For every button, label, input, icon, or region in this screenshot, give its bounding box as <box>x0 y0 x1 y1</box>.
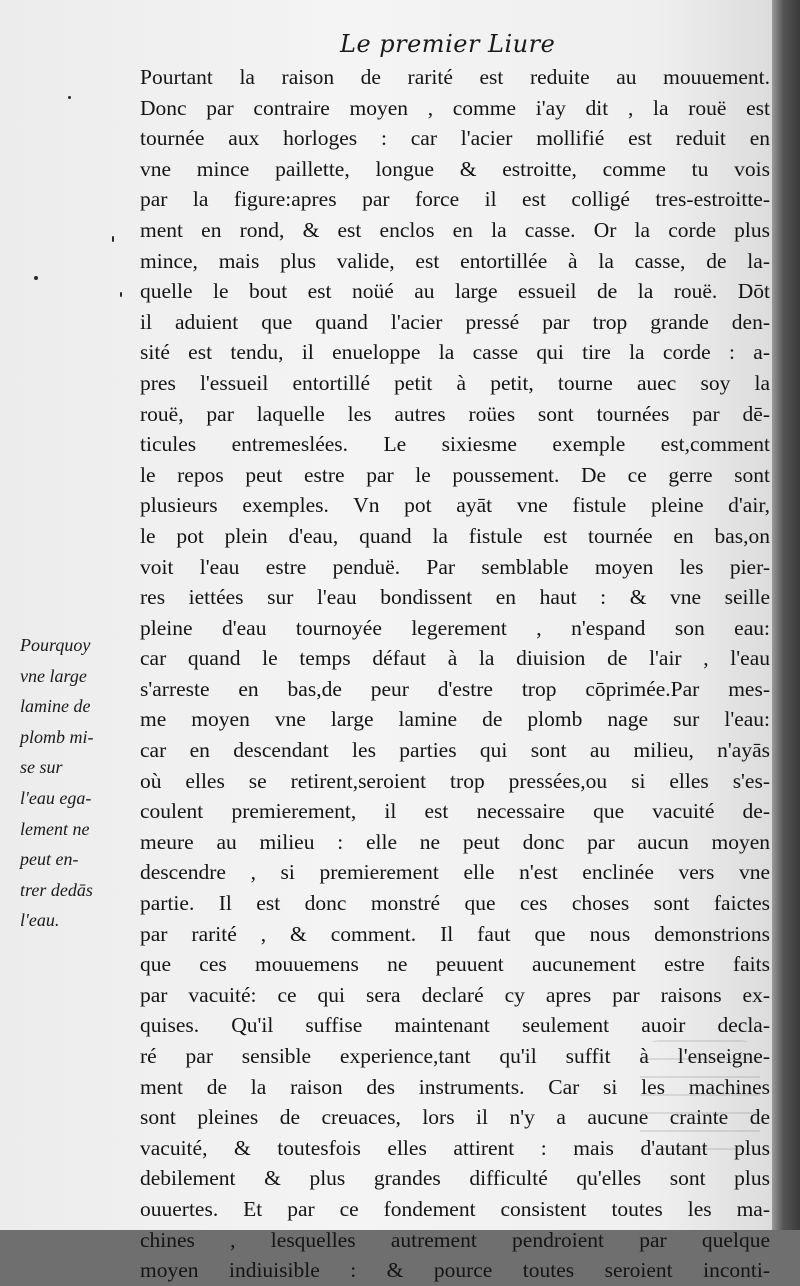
text-line: vacuité, & toutesfois elles attirent : mais d'autant plus <box>140 1135 770 1160</box>
margin-note-line: peut en- <box>20 849 79 870</box>
text-line: descendre , si premierement elle n'est enclinée vers vne <box>140 860 770 885</box>
text-line: par la figure:apres par force il est colligé tres-estroitte- <box>140 187 770 212</box>
text-line: le repos peut estre par le poussement. De ce gerre sont <box>140 462 770 487</box>
text-line: sont pleines de creuaces, lors il n'y a aucune crainte de <box>140 1105 770 1130</box>
show-through-bleed <box>640 1040 760 1150</box>
text-line: que ces mouuemens ne peuuent aucunement estre faits <box>140 952 770 977</box>
text-line: pleine d'eau tournoyée legerement , n'espand son eau: <box>140 615 770 640</box>
text-line: chines , lesquelles autrement pendroient par quelque <box>140 1227 770 1252</box>
text-line: s'arreste en bas,de peur d'estre trop cōprimée.Par mes- <box>140 676 770 701</box>
margin-note-line: se sur <box>20 757 63 778</box>
margin-note <box>20 630 138 936</box>
text-line: vne mince paillette, longue & estroitte, comme tu vois <box>140 156 770 181</box>
text-line: il aduient que quand l'acier pressé par trop grande den- <box>140 309 770 334</box>
text-line: plusieurs exemples. Vn pot ayāt vne fistule pleine d'air, <box>140 493 770 518</box>
text-line: où elles se retirent,seroient trop pressées,ou si elles s'es- <box>140 768 770 793</box>
margin-note-line: l'eau ega- <box>20 787 92 808</box>
margin-note-line: lamine de <box>20 696 91 717</box>
text-line: quelle le bout est noüé au large essueil de la rouë. Dōt <box>140 279 770 304</box>
text-line: voit l'eau estre penduë. Par semblable moyen les pier- <box>140 554 770 579</box>
text-line: tournée aux horloges : car l'acier mollifié est reduit en <box>140 126 770 151</box>
margin-note-line: l'eau. <box>20 910 60 931</box>
text-line: car en descendant les parties qui sont au milieu, n'ayās <box>140 738 770 763</box>
binding-edge <box>772 0 800 1230</box>
paper-speck <box>112 236 114 242</box>
text-line: par vacuité: ce qui sera declaré cy apres par raisons ex- <box>140 982 770 1007</box>
margin-note-line: trer dedās <box>20 879 93 900</box>
paper-speck <box>68 96 71 99</box>
text-line: ré par sensible experience,tant qu'il suffit à l'enseigne- <box>140 1044 770 1068</box>
text-line: sité est tendu, il enueloppe la casse qui tire la corde : a- <box>140 340 770 365</box>
paper-speck <box>120 292 122 297</box>
margin-note-line: lement ne <box>20 818 90 839</box>
text-line: pres l'essueil entortillé petit à petit, tourne auec soy la <box>140 370 770 395</box>
text-line: ticules entremeslées. Le sixiesme exemple est,comment <box>140 432 770 457</box>
text-line: debilement & plus grandes difficulté qu'elles sont plus <box>140 1166 770 1191</box>
text-line: ment en rond, & est enclos en la casse. Or la corde plus <box>140 217 770 242</box>
paper-speck <box>34 276 38 280</box>
margin-note-line: Pourquoy <box>20 635 91 655</box>
text-line: ment de la raison des instruments. Car si les machines <box>140 1074 770 1099</box>
margin-note-line: plomb mi- <box>20 726 94 747</box>
running-head: Le premier Liure <box>340 30 556 58</box>
text-line: mince, mais plus valide, est entortillée à la casse, de la- <box>140 248 770 273</box>
margin-note-line: vne large <box>20 665 87 686</box>
text-line: quises. Qu'il suffise maintenant seulement auoir decla- <box>140 1013 770 1038</box>
text-line: Pourtant la raison de rarité est reduite au mouuement. <box>140 65 770 89</box>
text-line: moyen indiuisible : & pource toutes seroient inconti- <box>140 1258 770 1283</box>
text-line: Donc par contraire moyen , comme i'ay dit , la rouë est <box>140 95 770 120</box>
text-line: res iettées sur l'eau bondissent en haut : & vne seille <box>140 585 770 610</box>
text-line: meure au milieu : elle ne peut donc par aucun moyen <box>140 829 770 854</box>
text-line: ouuertes. Et par ce fondement consistent toutes les ma- <box>140 1196 770 1221</box>
text-line: par rarité , & comment. Il faut que nous demonstrions <box>140 921 770 946</box>
text-line: me moyen vne large lamine de plomb nage sur l'eau: <box>140 707 770 732</box>
text-line: partie. Il est donc monstré que ces choses sont faictes <box>140 891 770 916</box>
text-line: le pot plein d'eau, quand la fistule est tournée en bas,on <box>140 523 770 548</box>
text-line: rouë, par laquelle les autres roües sont tournées par dē- <box>140 401 770 426</box>
text-line: car quand le temps défaut à la diuision de l'air , l'eau <box>140 646 770 671</box>
text-line: coulent premierement, il est necessaire que vacuité de- <box>140 799 770 824</box>
